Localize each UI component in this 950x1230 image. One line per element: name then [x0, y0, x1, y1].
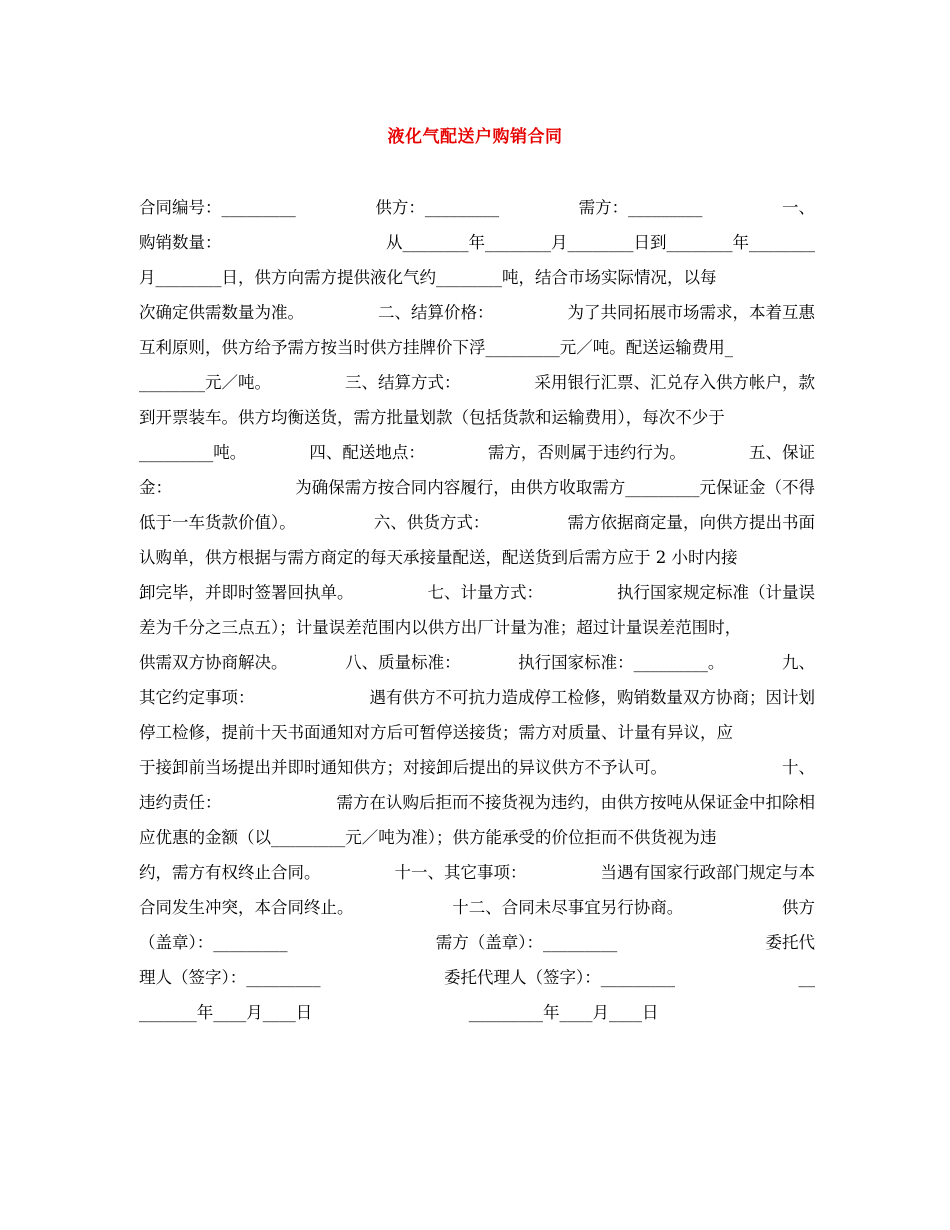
- text-segment: 一、: [781, 198, 815, 217]
- text-segment: 七、计量方式：: [427, 583, 543, 602]
- text-segment: 认购单，供方根据与需方商定的每天承接量配送，配送货到后需方应于 2 小时内接: [139, 548, 738, 567]
- body-line: [139, 435, 815, 470]
- text-segment: __: [798, 968, 815, 987]
- body-line: [139, 540, 815, 575]
- text-segment: ________元／吨。: [139, 373, 271, 392]
- text-segment: 需方依据商定量，向供方提出书面: [567, 513, 815, 532]
- text-segment: 到开票装车。供方均衡送货，需方批量划款（包括货款和运输费用），每次不少于: [139, 408, 725, 427]
- body-line: [139, 890, 815, 925]
- body-line: [139, 505, 815, 540]
- text-segment: 需方（盖章）：_________: [435, 933, 618, 952]
- body-line: [139, 645, 815, 680]
- text-segment: 十二、合同未尽事宜另行协商。: [452, 898, 684, 917]
- text-segment: 当遇有国家行政部门规定与本: [600, 863, 815, 882]
- text-segment: 停工检修，提前十天书面通知对方后可暂停送接货；需方对质量、计量有异议，应: [139, 723, 733, 742]
- body-line: [139, 680, 815, 715]
- body-line: [139, 715, 815, 750]
- text-segment: 需方在认购后拒而不接货视为违约，由供方按吨从保证金中扣除相: [336, 793, 815, 812]
- text-segment: 十一、其它事项：: [394, 863, 527, 882]
- text-segment: _________年____月____日: [468, 1003, 659, 1022]
- text-segment: 需方：_________: [578, 198, 703, 217]
- text-segment: 需方，否则属于违约行为。: [487, 443, 686, 462]
- body-line: [139, 225, 815, 260]
- text-segment: _______年____月____日: [139, 1003, 313, 1022]
- body-line: [139, 295, 815, 330]
- body-line: [139, 960, 815, 995]
- text-segment: 应优惠的金额（以_________元／吨为准）；供方能承受的价位拒而不供货视为违: [139, 828, 717, 847]
- body-line: [139, 260, 815, 295]
- body-line: [139, 925, 815, 960]
- body-line: [139, 365, 815, 400]
- text-segment: 低于一车货款价值）。: [139, 513, 296, 532]
- text-segment: 差为千分之三点五）；计量误差范围内以供方出厂计量为准；超过计量误差范围时，: [139, 618, 742, 637]
- text-segment: 执行国家规定标准（计量误: [617, 583, 815, 602]
- text-segment: 于接卸前当场提出并即时通知供方；对接卸后提出的异议供方不予认可。: [139, 758, 667, 777]
- text-segment: 为确保需方按合同内容履行，由供方收取需方_________元保证金（不得: [295, 478, 815, 497]
- text-segment: 互利原则，供方给予需方按当时供方挂牌价下浮_________元／吨。配送运输费用_: [139, 338, 733, 357]
- text-segment: 次确定供需数量为准。: [139, 303, 304, 322]
- text-segment: 执行国家标准：_________。: [518, 653, 725, 672]
- text-segment: _________吨。: [139, 443, 247, 462]
- text-segment: 月________日，供方向需方提供液化气约________吨，结合市场实际情况，以每: [139, 268, 717, 287]
- text-segment: 供方: [782, 898, 815, 917]
- text-segment: 金：: [139, 478, 172, 497]
- text-segment: 二、结算价格：: [378, 303, 494, 322]
- text-segment: 遇有供方不可抗力造成停工检修，购销数量双方协商；因计划: [369, 688, 815, 707]
- body-line: [139, 995, 815, 1030]
- text-segment: 八、质量标准：: [345, 653, 461, 672]
- contract-body: [139, 190, 815, 1030]
- text-segment: 四、配送地点：: [309, 443, 425, 462]
- text-segment: 六、供货方式：: [373, 513, 490, 532]
- text-segment: 其它约定事项：: [139, 688, 255, 707]
- text-segment: 购销数量：: [139, 233, 222, 252]
- body-line: [139, 785, 815, 820]
- text-segment: 十、: [782, 758, 815, 777]
- text-segment: 三、结算方式：: [345, 373, 461, 392]
- text-segment: （盖章）：_________: [139, 933, 288, 952]
- body-line: [139, 190, 815, 225]
- body-line: [139, 610, 815, 645]
- body-line: [139, 750, 815, 785]
- text-segment: 合同编号：_________: [139, 198, 296, 217]
- text-segment: 合同发生冲突，本合同终止。: [139, 898, 354, 917]
- document-title: 液化气配送户购销合同: [387, 127, 563, 147]
- text-segment: 理人（签字）：_________: [139, 968, 321, 987]
- body-line: [139, 575, 815, 610]
- text-segment: 违约责任：: [139, 793, 222, 812]
- text-segment: 供方：_________: [375, 198, 500, 217]
- text-segment: 为了共同拓展市场需求，本着互惠: [567, 303, 815, 322]
- text-segment: 卸完毕，并即时签署回执单。: [139, 583, 354, 602]
- text-segment: 约，需方有权终止合同。: [139, 863, 321, 882]
- body-line: [139, 400, 815, 435]
- body-line: [139, 470, 815, 505]
- text-segment: 五、保证: [748, 443, 815, 462]
- body-line: [139, 820, 815, 855]
- text-segment: 九、: [781, 653, 815, 672]
- text-segment: 供需双方协商解决。: [139, 653, 288, 672]
- text-segment: 委托代: [765, 933, 815, 952]
- body-line: [139, 855, 815, 890]
- text-segment: 从________年________月________日到________年________: [386, 233, 815, 252]
- body-line: [139, 330, 815, 365]
- text-segment: 采用银行汇票、汇兑存入供方帐户，款: [534, 373, 815, 392]
- text-segment: 委托代理人（签字）：_________: [444, 968, 675, 987]
